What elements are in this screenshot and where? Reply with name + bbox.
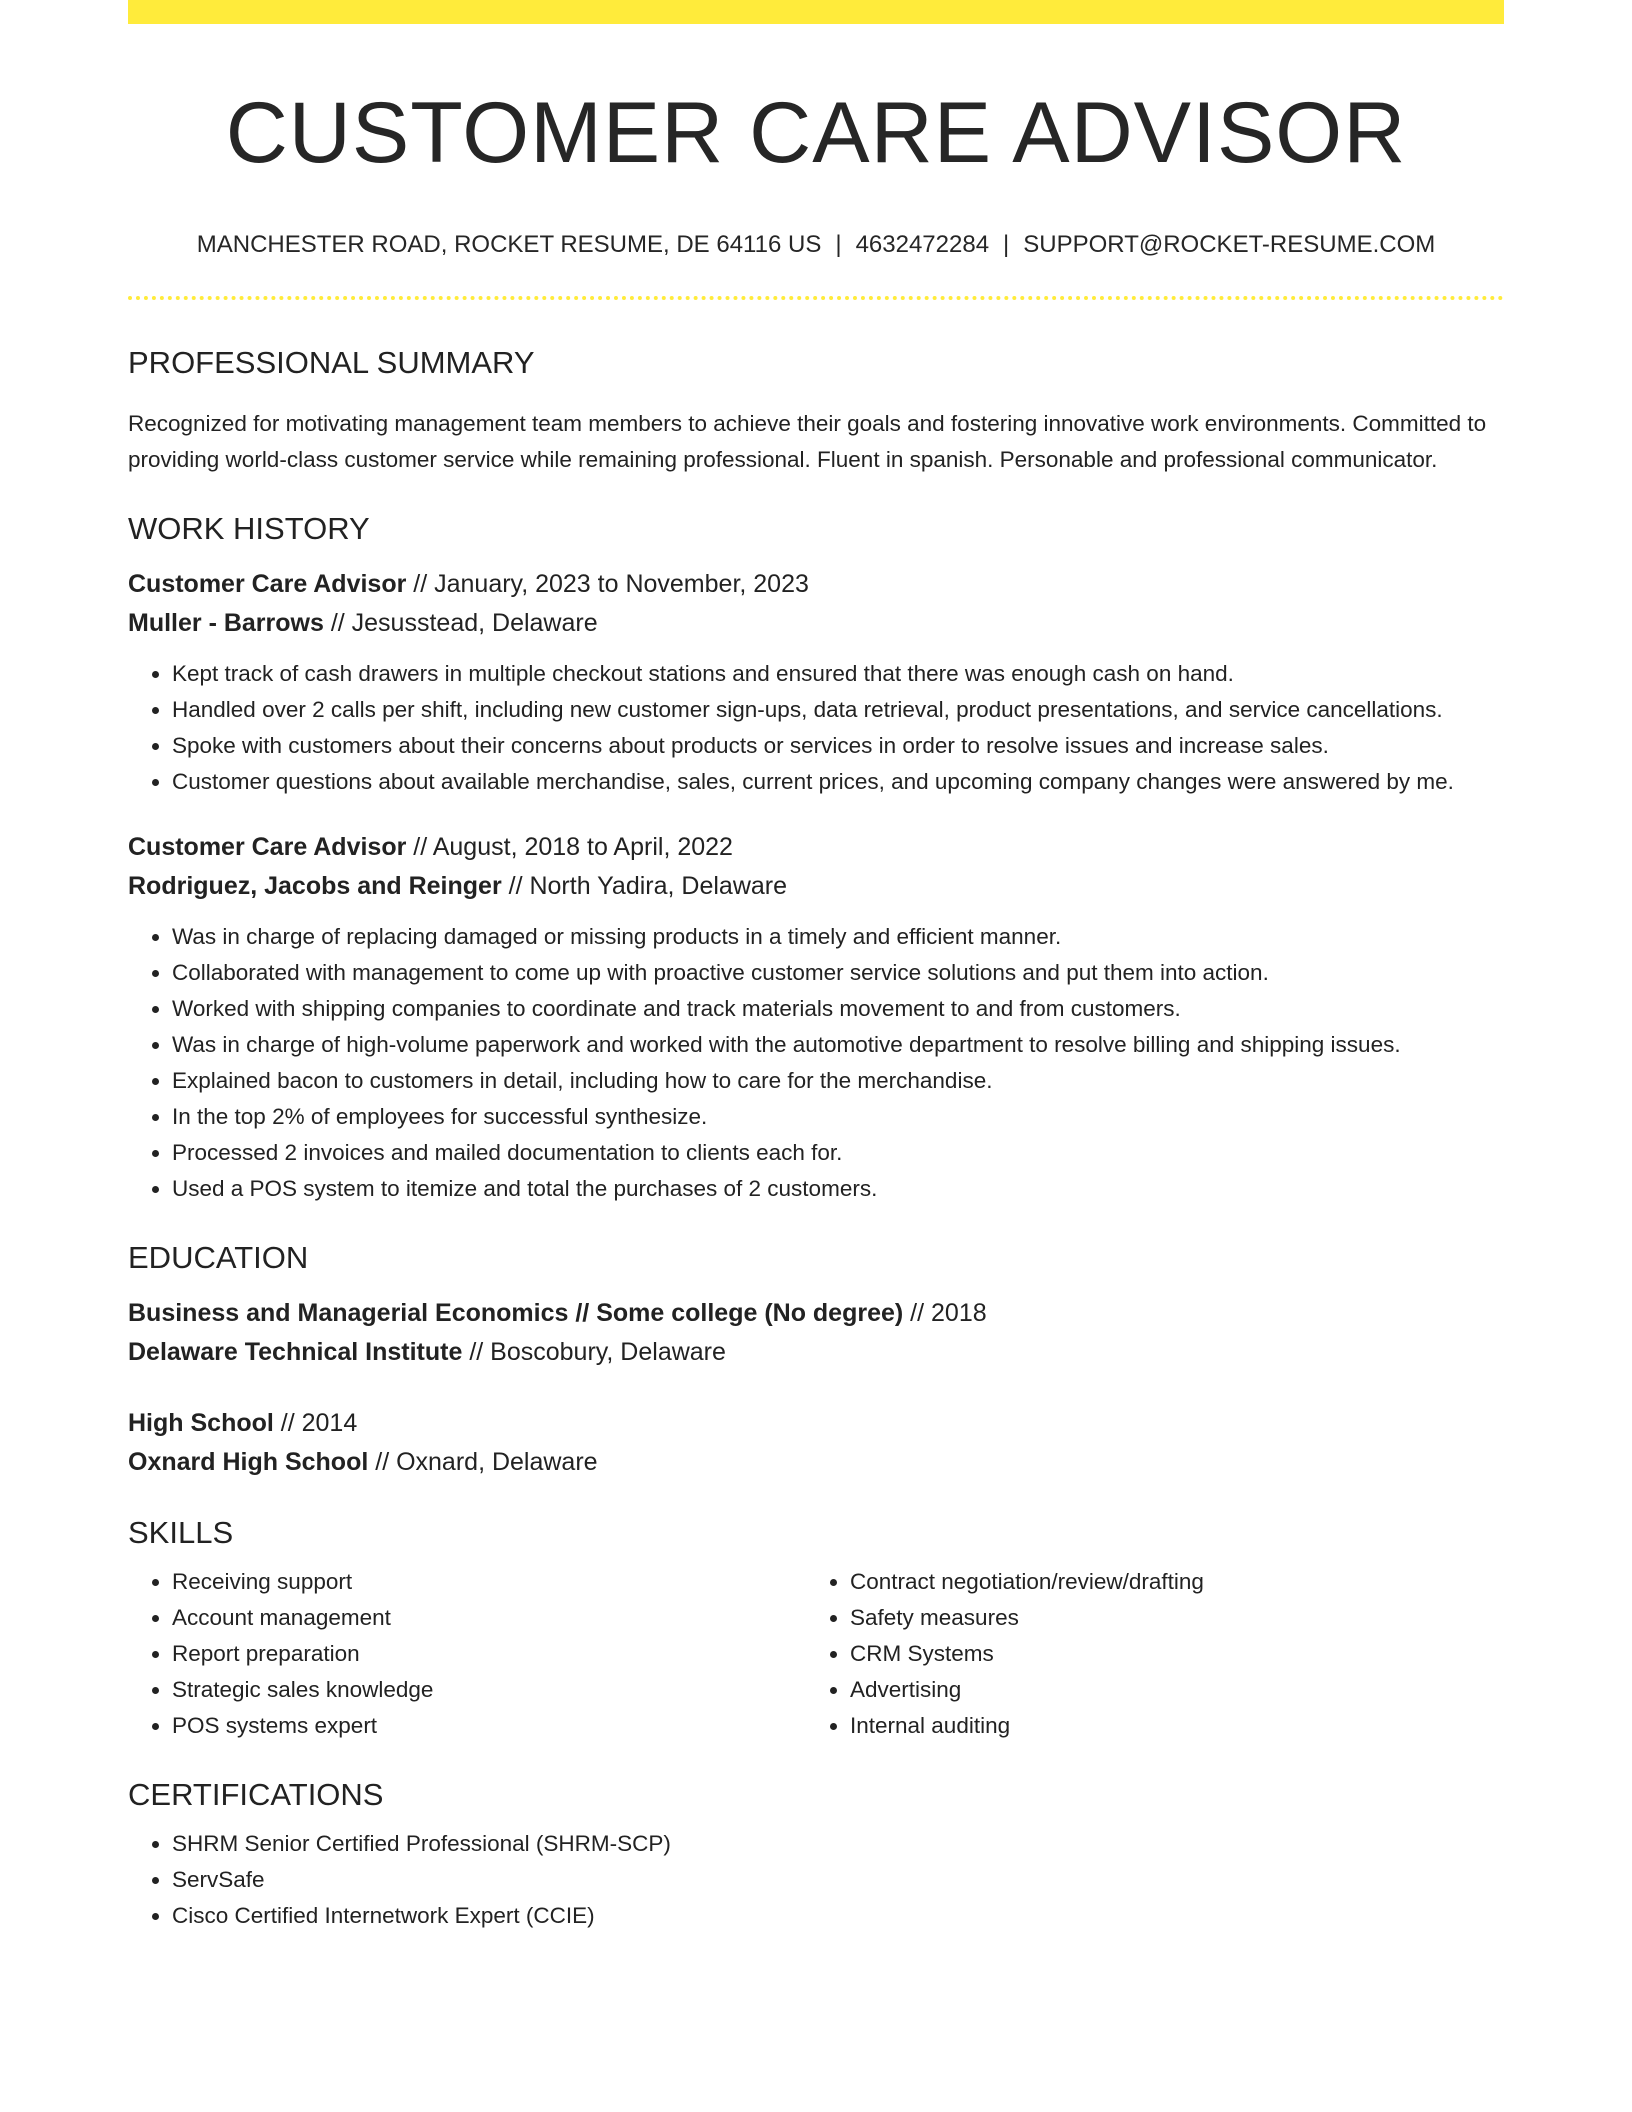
list-item: • POS systems expert	[172, 1708, 806, 1744]
education-entry	[128, 1294, 1504, 1372]
certifications-list	[128, 1826, 1504, 1934]
dotted-divider	[128, 296, 1504, 300]
contact-address: MANCHESTER ROAD, ROCKET RESUME, DE 64116 US	[196, 231, 822, 259]
accent-top-bar	[128, 0, 1504, 24]
contact-phone: 4632472284	[855, 231, 990, 259]
skills-list-left	[128, 1564, 806, 1744]
job-company-line	[128, 604, 1504, 643]
list-item: • Kept track of cash drawers in multiple checkout stations and ensured that there was enough cash on hand.	[172, 656, 1504, 692]
list-item: • Processed 2 invoices and mailed documentation to clients each for.	[172, 1135, 1504, 1171]
contact-email: SUPPORT@ROCKET-RESUME.COM	[1023, 231, 1436, 259]
job-location: // Jesusstead, Delaware	[323, 608, 598, 637]
education-degree-line	[128, 1404, 1504, 1443]
education-school: Oxnard High School	[128, 1447, 369, 1476]
education-school-line	[128, 1333, 1504, 1372]
contact-separator: |	[835, 231, 842, 259]
job-dates: // August, 2018 to April, 2022	[406, 832, 733, 861]
education-school-line	[128, 1443, 1504, 1482]
list-item: • Receiving support	[172, 1564, 806, 1600]
contact-line	[128, 229, 1504, 260]
education-degree-line	[128, 1294, 1504, 1333]
job-bullet-list	[128, 656, 1504, 800]
education-location: // Boscobury, Delaware	[462, 1337, 726, 1366]
skills-columns	[128, 1564, 1504, 1744]
list-item: • Report preparation	[172, 1636, 806, 1672]
education-location: // Oxnard, Delaware	[368, 1447, 598, 1476]
skills-list-right	[806, 1564, 1484, 1744]
list-item: • Used a POS system to itemize and total the purchases of 2 customers.	[172, 1171, 1504, 1207]
section-title-certifications: CERTIFICATIONS	[128, 1777, 384, 1813]
list-item: • Handled over 2 calls per shift, including new customer sign-ups, data retrieval, product presentations, and service cancellations.	[172, 692, 1504, 728]
list-item: • SHRM Senior Certified Professional (SHRM-SCP)	[172, 1826, 1504, 1862]
job-company: Rodriguez, Jacobs and Reinger	[128, 871, 502, 900]
list-item: • Collaborated with management to come up with proactive customer service solutions and put them into action.	[172, 955, 1504, 991]
education-year: // 2018	[903, 1298, 987, 1327]
job-entry	[128, 565, 1504, 800]
job-entry	[128, 828, 1504, 1207]
education-year: // 2014	[273, 1408, 358, 1437]
list-item: • Advertising	[850, 1672, 1484, 1708]
job-dates: // January, 2023 to November, 2023	[406, 569, 809, 598]
job-title-line	[128, 828, 1504, 867]
list-item: • Explained bacon to customers in detail, including how to care for the merchandise.	[172, 1063, 1504, 1099]
list-item: • Contract negotiation/review/drafting	[850, 1564, 1484, 1600]
job-role: Customer Care Advisor	[128, 832, 407, 861]
list-item: • Strategic sales knowledge	[172, 1672, 806, 1708]
resume-title: CUSTOMER CARE ADVISOR	[225, 85, 1407, 181]
list-item: • Cisco Certified Internetwork Expert (CCIE)	[172, 1898, 1504, 1934]
list-item: • Account management	[172, 1600, 806, 1636]
list-item: • ServSafe	[172, 1862, 1504, 1898]
job-title-line	[128, 565, 1504, 604]
list-item: • Was in charge of replacing damaged or missing products in a timely and efficient manner.	[172, 919, 1504, 955]
job-location: // North Yadira, Delaware	[501, 871, 788, 900]
section-title-education: EDUCATION	[128, 1239, 309, 1275]
list-item: • Customer questions about available merchandise, sales, current prices, and upcoming company changes were answered by me.	[172, 764, 1504, 800]
section-title-skills: SKILLS	[128, 1514, 234, 1550]
list-item: • Worked with shipping companies to coordinate and track materials movement to and from customers.	[172, 991, 1504, 1027]
list-item: • CRM Systems	[850, 1636, 1484, 1672]
education-entry	[128, 1404, 1504, 1482]
list-item: • In the top 2% of employees for successful synthesize.	[172, 1099, 1504, 1135]
education-degree: Business and Managerial Economics // Some college (No degree)	[128, 1298, 904, 1327]
job-company-line	[128, 867, 1504, 906]
job-role: Customer Care Advisor	[128, 569, 407, 598]
job-bullet-list	[128, 919, 1504, 1207]
section-title-summary: PROFESSIONAL SUMMARY	[128, 345, 535, 381]
education-degree: High School	[128, 1408, 274, 1437]
list-item: • Safety measures	[850, 1600, 1484, 1636]
list-item: • Spoke with customers about their concerns about products or services in order to resolve issues and increase sales.	[172, 728, 1504, 764]
resume-page	[128, 0, 1504, 1934]
summary-text: Recognized for motivating management team members to achieve their goals and fostering innovative work environments. Committed to providing world-class customer service while remaining professional. Fluent in spanish. Personable and professional communicator.	[128, 410, 1487, 472]
job-company: Muller - Barrows	[128, 608, 324, 637]
list-item: • Internal auditing	[850, 1708, 1484, 1744]
education-school: Delaware Technical Institute	[128, 1337, 463, 1366]
section-title-work-history: WORK HISTORY	[128, 510, 370, 546]
contact-separator: |	[1003, 231, 1010, 259]
list-item: • Was in charge of high-volume paperwork and worked with the automotive department to resolve billing and shipping issues.	[172, 1027, 1504, 1063]
